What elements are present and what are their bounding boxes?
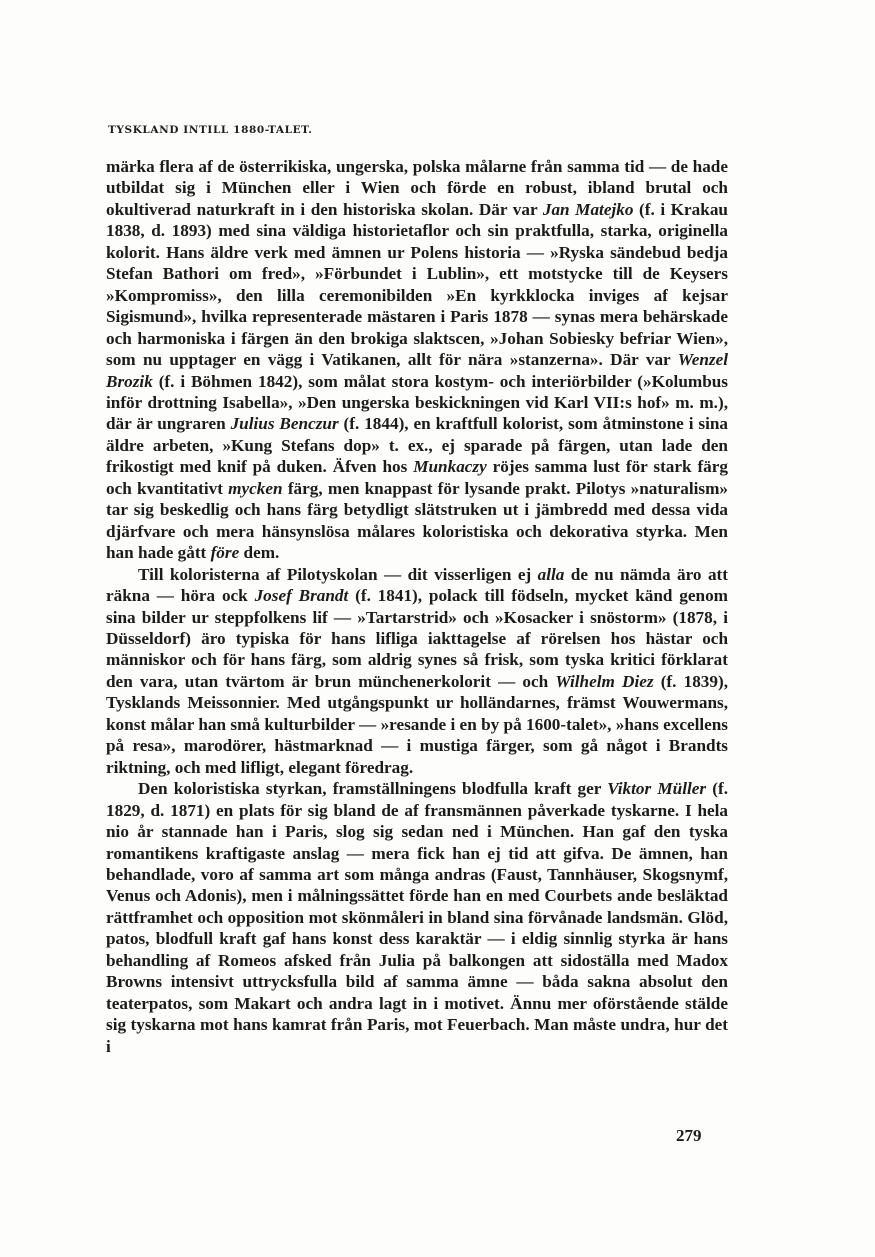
italic-run: alla [537, 564, 565, 584]
body-text [106, 156, 728, 1057]
italic-run: före [210, 543, 240, 563]
paragraph-1 [106, 156, 728, 564]
text-run: (f. 1829, d. 1871) en plats för sig bland de af fransmännen påverkade tyskarne. I hela nio år stannade han i Paris, slog sig sedan ned i München. Han gaf den tyska romantikens kraftigaste anslag — mera fick han ej tid att gifva. De ämnen, han behandlade, voro af samma art som många andras (Faust, Tannhäuser, Skogsnymf, Venus och Adonis), men i målningssättet förde han en med Courbets ande besläktad rättframhet och opposition mot skönmåleri in bland sina förvånade landsmän. Glöd, patos, blodfull kraft gaf hans konst dess karaktär — i eldig sinnlig styrka är hans behandling af Romeos afsked från Julia på balkongen att sidoställa med Madox Browns intensivt uttrycksfulla bild af samma ämne — båda sakna absolut den teaterpatos, som Makart och andra lagt in i motivet. Ännu mer oförstående stälde sig tyskarna mot hans kamrat från Paris, mot Feuerbach. Man måste undra, hur det i [106, 779, 729, 1056]
running-head: TYSKLAND INTILL 1880-TALET. [108, 124, 313, 136]
text-run: (f. i Böhmen 1842), som målat stora kostym- och interiörbilder (»Kolumbus inför drottning Isabella», »Den ungerska beskickningen vid Karl VII:s hof» m. m.), där är ungraren [106, 371, 728, 434]
paragraph-3 [106, 778, 728, 1057]
text-run: (f. 1839), Tysklands Meissonnier. Med utgångspunkt ur holländarnes, främst Wouwermans, konst målar han små kulturbilder — »resande i en by på 1600-talet», »hans excellens på resa», marodörer, hästmarknad — i mustiga färger, som gå något i Brandts riktning, och med lifligt, elegant föredrag. [106, 671, 728, 777]
text-run: Till koloristerna af Pilotyskolan — dit visserligen ej [138, 564, 538, 584]
italic-run: mycken [228, 478, 283, 498]
page-number: 279 [676, 1126, 702, 1145]
italic-run: Julius Benczur [230, 414, 339, 434]
text-run: märka flera af de österrikiska, ungerska, polska målarne från samma tid — de hade utbildat sig i München eller i Wien och förde en robust, ibland brutal och okultiverad naturkraft in i den historiska skolan. Där var [106, 157, 728, 219]
text-run: (f. 1841), polack till födseln, mycket känd genom sina bilder ur steppfolkens lif — »Tartarstrid» och »Kosacker i snöstorm» (1878, i Düsseldorf) äro typiska för hans lifliga iakttagelse af rörelsen hos hästar och människor och för hans färg, som aldrig synes så frisk, som tyska kritici förklarat den vara, utan tvärtom är brun münchenerkolorit — och [106, 586, 728, 691]
text-run: (f. 1844), en kraftfull kolorist, som åtminstone i sina äldre arbeten, »Kung Stefans dop» t. ex., ej sparade på färgen, utan lade den frikostigt med knif på duken. Äfven hos [106, 414, 728, 477]
text-run: (f. i Krakau 1838, d. 1893) med sina väldiga historietaflor och sin praktfulla, starka, originella kolorit. Hans äldre verk med ämnen ur Polens historia — »Ryska sändebud bedja Stefan Bathori om fred», »Förbundet i Lublin», ett motstycke till de Keysers »Kompromiss», den lilla ceremonibilden »En kyrkklocka inviges af kejsar Sigismund», hvilka representerade mästaren i Paris 1878 — synas mera behärskade och harmoniska i färgen än den brokiga slaktscen, »Johan Sobiesky befriar Wien», som nu upptager en vägg i Vatikanen, allt för nära »stanzerna». Där var [106, 199, 728, 370]
text-run: Den koloristiska styrkan, framställningens blodfulla kraft ger [138, 779, 608, 799]
text-run: dem. [239, 543, 280, 563]
italic-run: Munkaczy [413, 457, 487, 477]
italic-run: Josef Brandt [254, 586, 349, 606]
italic-run: Viktor Müller [607, 779, 707, 799]
text-run: de nu nämda äro att räkna — höra ock [106, 564, 728, 606]
text-run: färg, men knappast för lysande prakt. Pilotys »naturalism» tar sig beskedlig och hans färg betydligt slätstruken ut i jämbredd med dessa vida djärfvare och mera hänsynslösa målares koloristiska och dekorativa styrka. Men han hade gått [106, 478, 729, 563]
italic-run: Wilhelm Diez [555, 671, 654, 691]
italic-run: Jan Matejko [542, 199, 634, 219]
italic-run: Wenzel Brozik [106, 350, 728, 391]
paragraph-2 [106, 564, 728, 779]
text-run: röjes samma lust för stark färg och kvantitativt [106, 457, 728, 498]
